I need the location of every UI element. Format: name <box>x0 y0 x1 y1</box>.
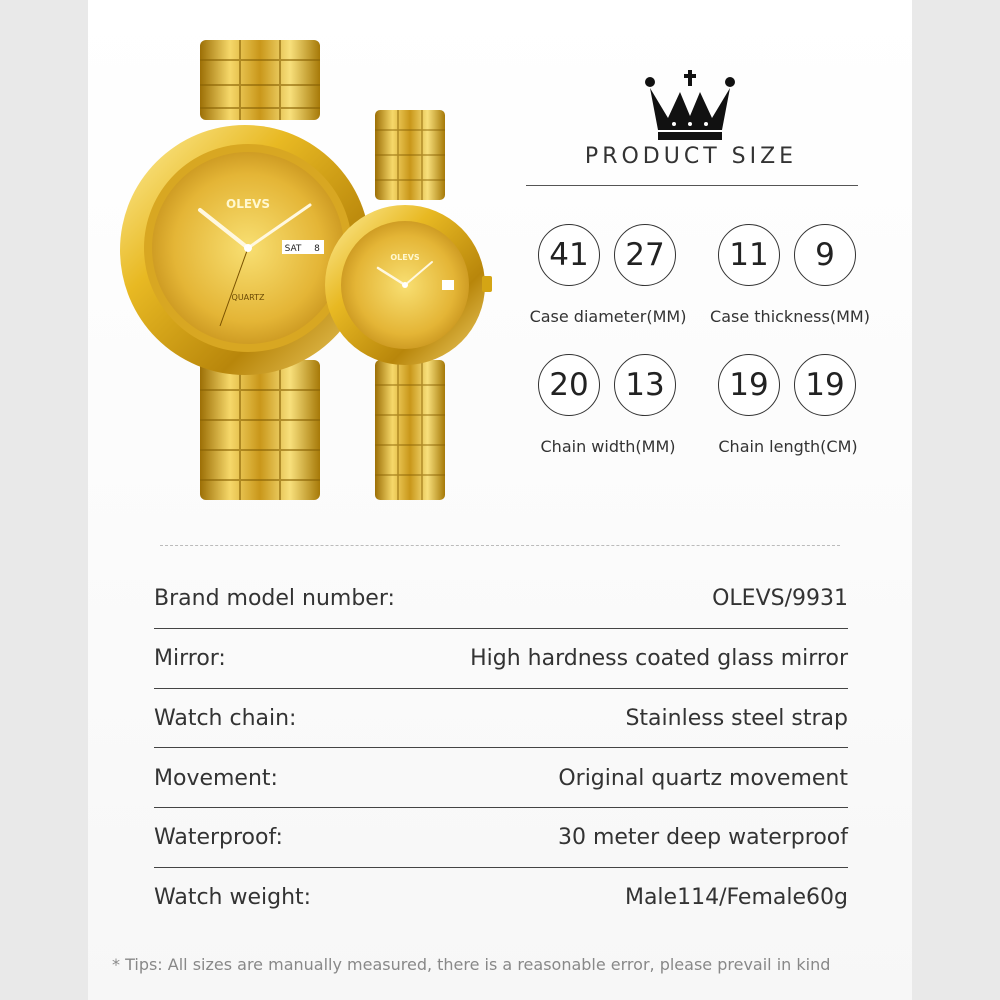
womens-watch-case <box>325 205 492 365</box>
detail-row <box>154 568 848 628</box>
detail-row <box>154 628 848 688</box>
spec-label: Case diameter(MM) <box>529 307 687 326</box>
svg-text:QUARTZ: QUARTZ <box>231 293 265 302</box>
detail-value: Original quartz movement <box>558 765 848 791</box>
tips-note: * Tips: All sizes are manually measured, there is a reasonable error, please prevail in kind <box>112 955 831 974</box>
detail-row <box>154 688 848 748</box>
spec-value-circle: 13 <box>614 354 676 416</box>
detail-key: Brand model number: <box>154 585 395 611</box>
detail-key: Watch weight: <box>154 884 312 910</box>
watches-image <box>120 30 500 510</box>
dashed-divider <box>160 545 840 546</box>
detail-value: High hardness coated glass mirror <box>470 645 848 671</box>
spec-label: Chain width(MM) <box>540 437 676 456</box>
detail-key: Waterproof: <box>154 824 283 850</box>
detail-row <box>154 748 848 808</box>
spec-label: Case thickness(MM) <box>710 307 870 326</box>
svg-text:SAT: SAT <box>284 244 302 254</box>
detail-key: Mirror: <box>154 645 226 671</box>
spec-value-circle: 27 <box>614 224 676 286</box>
svg-text:OLEVS: OLEVS <box>390 253 420 262</box>
svg-text:OLEVS: OLEVS <box>226 197 270 211</box>
heading-divider <box>526 185 858 186</box>
spec-value-circle: 11 <box>718 224 780 286</box>
detail-value: Male114/Female60g <box>624 884 848 910</box>
detail-row <box>154 807 848 867</box>
spec-value-circle: 20 <box>538 354 600 416</box>
spec-value-circle: 19 <box>794 354 856 416</box>
detail-key: Movement: <box>154 765 278 791</box>
section-heading: PRODUCT SIZE <box>584 144 798 169</box>
detail-key: Watch chain: <box>154 705 297 731</box>
spec-value-circle: 19 <box>718 354 780 416</box>
detail-row <box>154 867 848 927</box>
spec-label: Chain length(CM) <box>718 437 858 456</box>
mens-watch-case <box>120 125 370 375</box>
spec-value-circle: 41 <box>538 224 600 286</box>
spec-value-circle: 9 <box>794 224 856 286</box>
detail-value: 30 meter deep waterproof <box>557 824 848 850</box>
detail-value: OLEVS/9931 <box>712 585 848 611</box>
detail-value: Stainless steel strap <box>625 705 848 731</box>
svg-text:8: 8 <box>314 244 320 254</box>
crown-logo-icon <box>640 68 740 142</box>
